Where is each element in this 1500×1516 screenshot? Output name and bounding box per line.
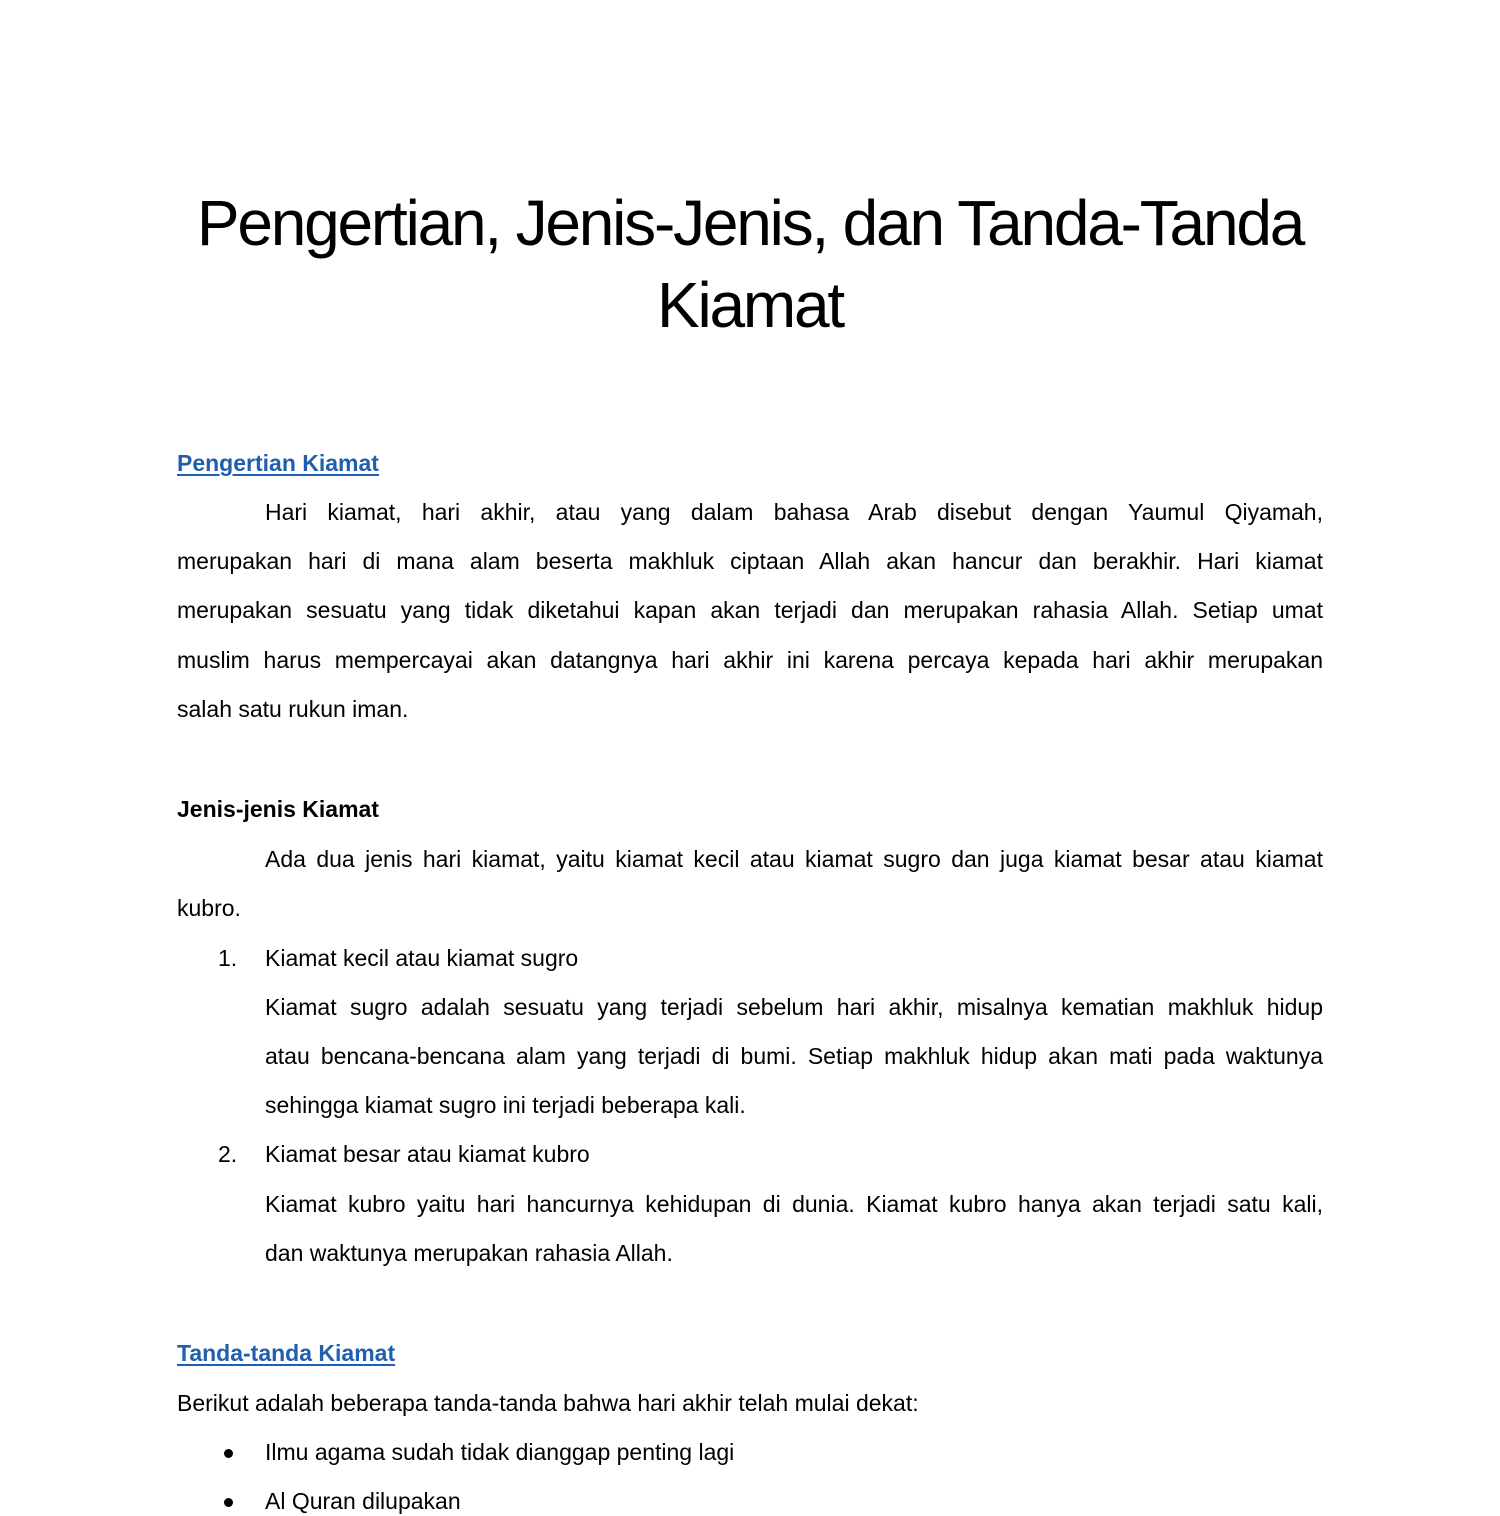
bullet-item: Al Quran dilupakan (265, 1488, 461, 1514)
list-item-title: Kiamat besar atau kiamat kubro (265, 1141, 590, 1167)
list-number: 2. (218, 1141, 238, 1167)
paragraph-line: merupakan sesuatu yang tidak diketahui kapan akan terjadi dan merupakan rahasia Allah. Setiap umat (177, 597, 1323, 623)
list-item-line: Kiamat kubro yaitu hari hancurnya kehidupan di dunia. Kiamat kubro hanya akan terjadi satu kali, (265, 1191, 1323, 1217)
bullet-icon (224, 1498, 233, 1507)
document-title: Pengertian, Jenis-Jenis, dan Tanda-Tanda Kiamat (196, 187, 1304, 341)
heading-pengertian-kiamat[interactable]: Pengertian Kiamat (177, 450, 379, 476)
heading-tanda-tanda-kiamat[interactable]: Tanda-tanda Kiamat (177, 1340, 396, 1366)
paragraph-line: salah satu rukun iman. (177, 696, 409, 722)
heading-jenis-jenis-kiamat: Jenis-jenis Kiamat (177, 796, 379, 822)
list-item-line: atau bencana-bencana alam yang terjadi di bumi. Setiap makhluk hidup akan mati pada waktunya (265, 1043, 1323, 1069)
list-item-line: dan waktunya merupakan rahasia Allah. (265, 1240, 673, 1266)
list-item-title: Kiamat kecil atau kiamat sugro (265, 945, 579, 971)
bullet-icon (224, 1449, 233, 1458)
paragraph-line: merupakan hari di mana alam beserta makhluk ciptaan Allah akan hancur dan berakhir. Hari kiamat (177, 548, 1323, 574)
paragraph-line: Hari kiamat, hari akhir, atau yang dalam bahasa Arab disebut dengan Yaumul Qiyamah, (265, 499, 1323, 525)
bullet-item: Ilmu agama sudah tidak dianggap penting lagi (265, 1439, 735, 1465)
paragraph-line: Ada dua jenis hari kiamat, yaitu kiamat kecil atau kiamat sugro dan juga kiamat besar atau kiamat (265, 846, 1323, 872)
list-item-line: sehingga kiamat sugro ini terjadi beberapa kali. (265, 1092, 746, 1118)
list-number: 1. (218, 945, 238, 971)
paragraph-line: muslim harus mempercayai akan datangnya hari akhir ini karena percaya kepada hari akhir merupakan (177, 647, 1323, 673)
list-item-line: Kiamat sugro adalah sesuatu yang terjadi sebelum hari akhir, misalnya kematian makhluk hidup (265, 994, 1323, 1020)
section-intro: Berikut adalah beberapa tanda-tanda bahwa hari akhir telah mulai dekat: (177, 1390, 919, 1416)
paragraph-line: kubro. (177, 895, 241, 921)
